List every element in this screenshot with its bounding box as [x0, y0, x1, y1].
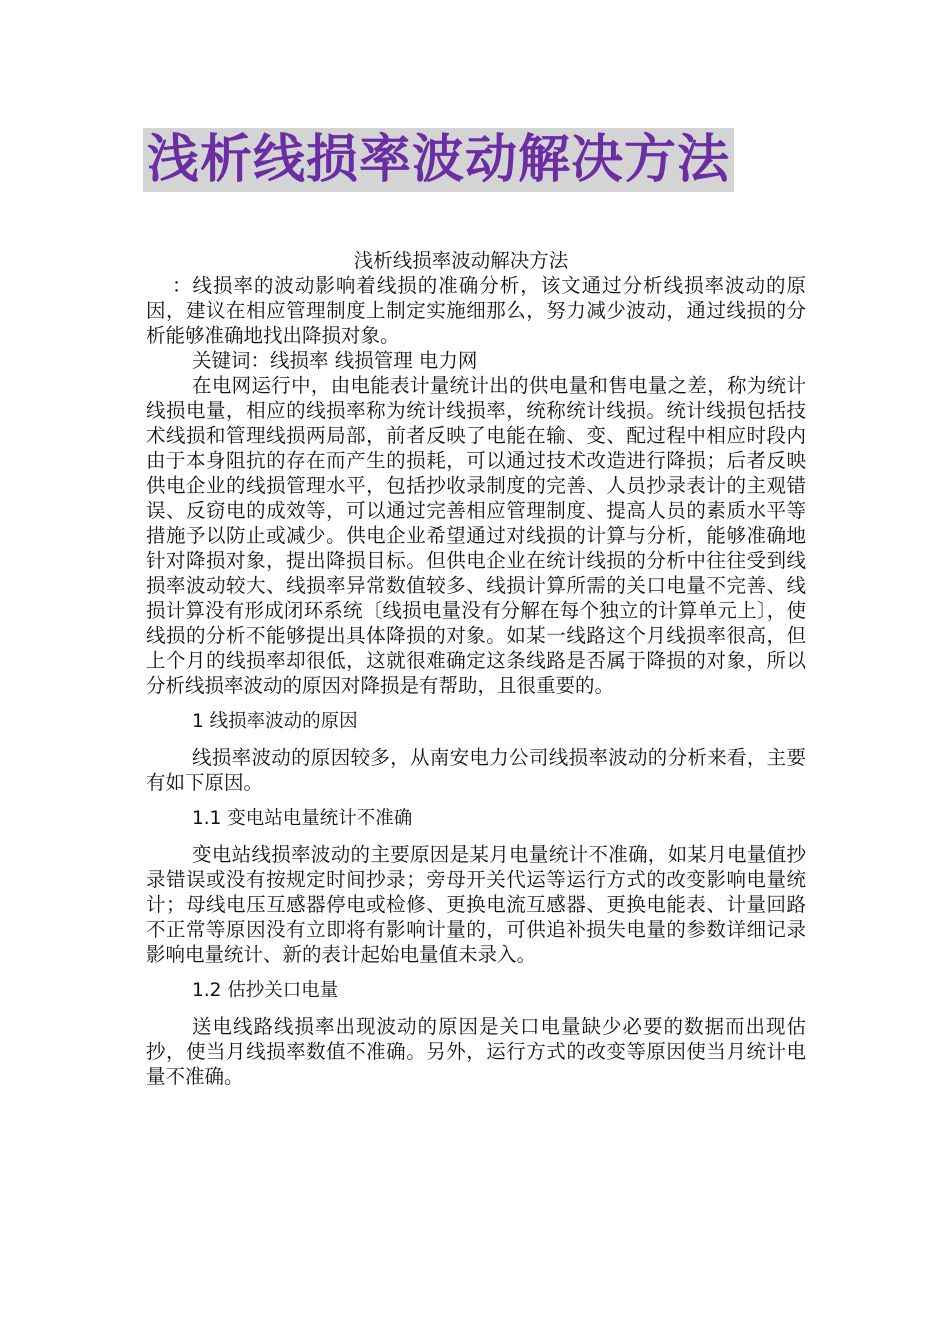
keywords-line: 关键词：线损率 线损管理 电力网: [192, 349, 478, 372]
section-heading: 1 线损率波动的原因: [192, 711, 358, 732]
abstract-paragraph: ：线损率的波动影响着线损的准确分析，该文通过分析线损率波动的原因，建议在相应管理制度上制定实施细那么，努力减少波动，通过线损的分析能够准确地找出降损对象。: [146, 274, 806, 347]
section-heading: 1.1 变电站电量统计不准确: [192, 808, 413, 829]
intro-paragraph: 在电网运行中，由电能表计量统计出的供电量和售电量之差，称为统计线损电量，相应的线损率称为统计线损率，统称统计线损。统计线损包括技术线损和管理线损两局部，前者反映了电能在输、变、配过程中相应时段内由于本身阻抗的存在而产生的损耗，可以通过技术改造进行降损；后者反映供电企业的线损管理水平，包括抄收录制度的完善、人员抄录表计的主观错误、反窃电的成效等，可以通过完善相应管理制度、提高人员的素质水平等措施予以防止或减少。供电企业希望通过对线损的计算与分析，能够准确地针对降损对象，提出降损目标。但供电企业在统计线损的分析中往往受到线损率波动较大、线损率异常数值较多、线损计算所需的关口电量不完善、线损计算没有形成闭环系统〔线损电量没有分解在每个独立的计算单元上〕，使线损的分析不能够提出具体降损的对象。如某一线路这个月线损率很高，但上个月的线损率却很低，这就很难确定这条线路是否属于降损的对象，所以分析线损率波动的原因对降损是有帮助，且很重要的。: [146, 374, 806, 697]
section-heading: 1.2 估抄关口电量: [192, 980, 339, 1001]
section-paragraph: 送电线路线损率出现波动的原因是关口电量缺少必要的数据而出现估抄，使当月线损率数值不准确。另外，运行方式的改变等原因使当月统计电量不准确。: [146, 1015, 806, 1088]
section-paragraph: 线损率波动的原因较多，从南安电力公司线损率波动的分析来看，主要有如下原因。: [146, 746, 806, 794]
document-title: 浅析线损率波动解决方法: [143, 128, 734, 192]
section-paragraph: 变电站线损率波动的主要原因是某月电量统计不准确，如某月电量值抄录错误或没有按规定时间抄录；旁母开关代运等运行方式的改变影响电量统计；母线电压互感器停电或检修、更换电流互感器、更换电能表、计量回路不正常等原因没有立即将有影响计量的，可供追补损失电量的参数详细记录影响电量统计、新的表计起始电量值未录入。: [146, 843, 806, 966]
document-body: [146, 248, 806, 1089]
document-subtitle: 浅析线损率波动解决方法: [353, 249, 569, 272]
